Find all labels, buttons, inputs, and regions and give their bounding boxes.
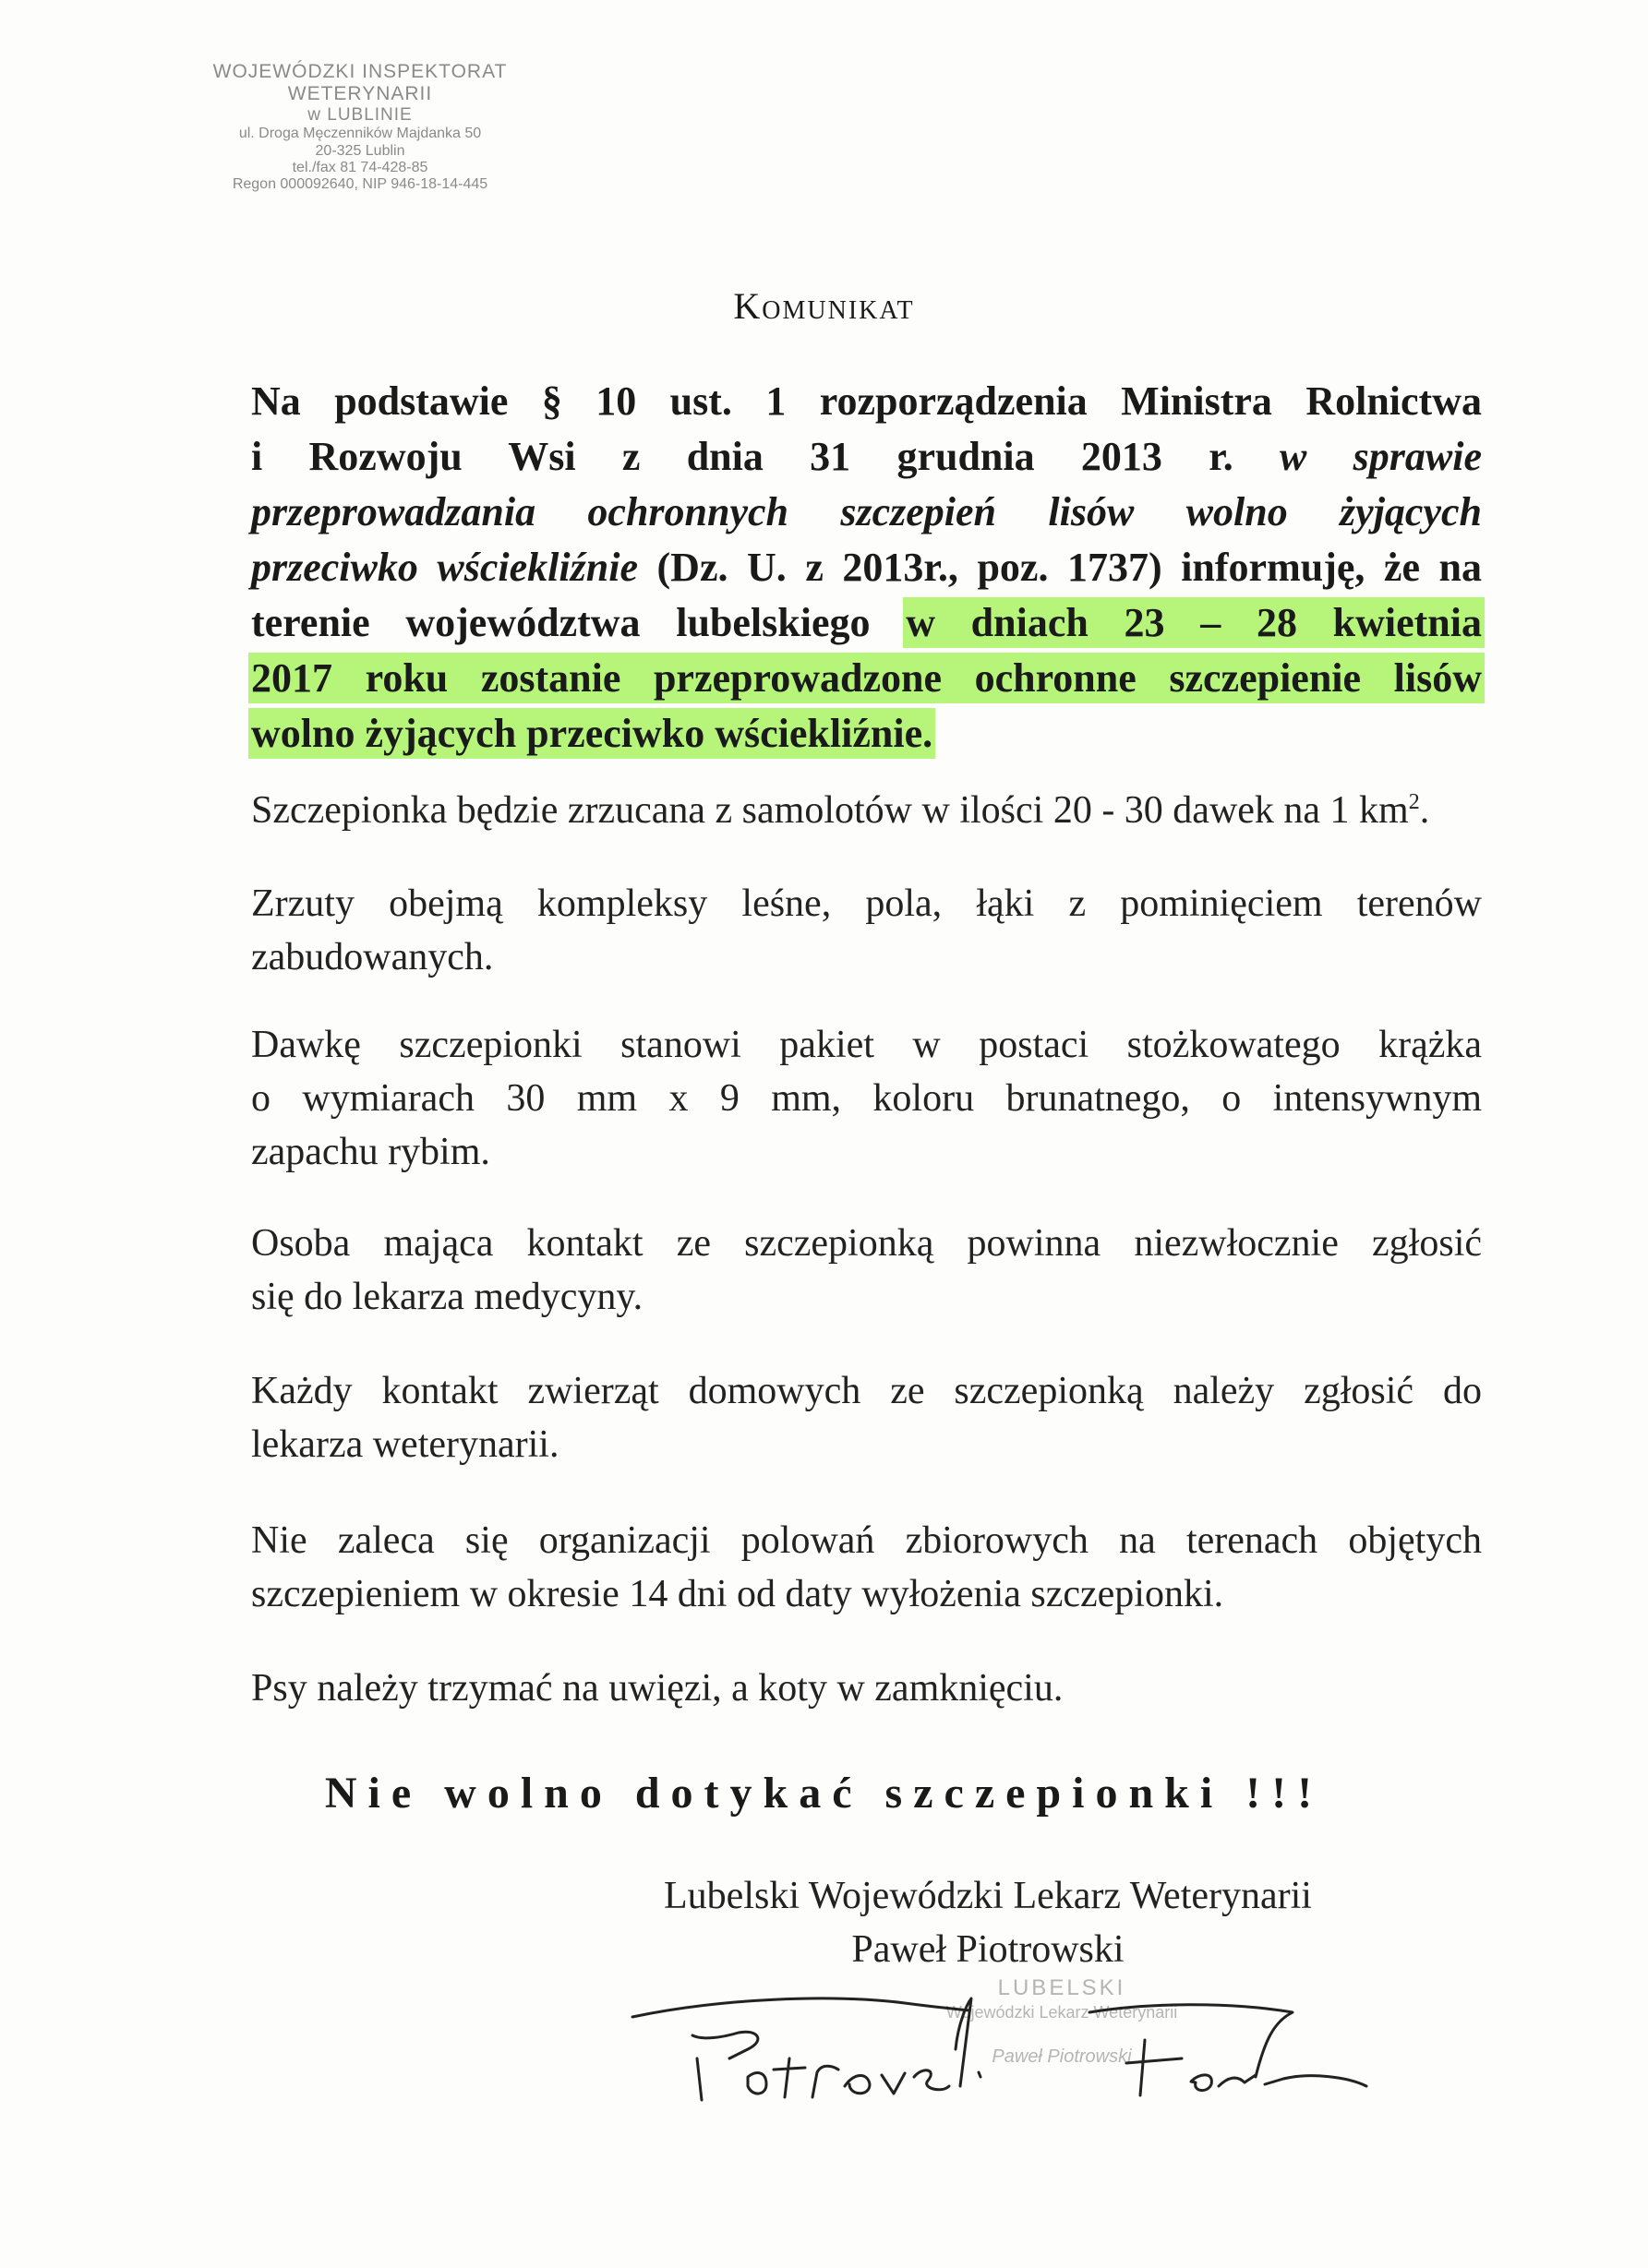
paragraph-line: lekarza weterynarii. [251,1423,559,1466]
signature-stamp-line: Paweł Piotrowski [992,2046,1132,2067]
paragraph-dose-description [251,1018,1482,1179]
lead-paragraph [251,374,1482,762]
paragraph-animal-contact [251,1364,1482,1471]
lead-italic-text: w sprawie [1280,434,1482,479]
lead-line [251,595,1482,651]
lead-italic-text: przeciwko wściekliźnie [251,545,638,590]
lead-line [251,429,1482,485]
superscript: 2 [1408,790,1420,814]
paragraph-pets [251,1662,1482,1715]
lead-text: i Rozwoju Wsi z dnia 31 grudnia 2013 r. [251,434,1233,479]
paragraph-line: się do lekarza medycyny. [251,1276,644,1318]
lead-line [251,485,1482,540]
lead-italic-text: przeprowadzania ochronnych szczepień lisów wolno żyjących [251,489,1482,534]
paragraph-line: o wymiarach 30 mm x 9 mm, koloru brunatnego, o intensywnym [251,1077,1482,1120]
stamp-line: ul. Droga Męczenników Majdanka 50 [238,126,482,142]
paragraph-hunting [251,1514,1482,1621]
handwritten-signature [628,1985,1459,2114]
paragraph-line [251,775,1482,837]
signer-name: Paweł Piotrowski [851,1928,1125,1971]
paragraph-line: Każdy kontakt zwierząt domowych ze szczepionką należy zgłosić do [251,1370,1482,1412]
signature-stamp-line: LUBELSKI [997,1975,1126,2000]
institution-stamp [152,61,568,194]
lead-line [251,706,1482,762]
stamp-line: tel./fax 81 74-428-85 [292,159,428,175]
lead-text: terenie województwa lubelskiego [251,600,871,645]
lead-line [251,651,1482,706]
paragraph-line: Psy należy trzymać na uwięzi, a koty w zamknięciu. [251,1667,1064,1710]
signer-block [572,1869,1403,1976]
paragraph-line: Osoba mająca kontakt ze szczepionką powinna niezwłocznie zgłosić [251,1222,1482,1265]
document-title: Komunikat [733,285,915,327]
lead-text: (Dz. U. z 2013r., poz. 1737) informuję, że na [656,545,1482,590]
highlighted-text: wolno żyjących przeciwko wściekliźnie. [251,711,933,756]
lead-line: Na podstawie § 10 ust. 1 rozporządzenia Ministra Rolnictwa [251,378,1482,424]
paragraph-text: Szczepionka będzie zrzucana z samolotów w ilości 20 - 30 dawek na 1 km [251,789,1409,832]
paragraph-line: zabudowanych. [251,936,494,978]
lead-line [251,540,1482,595]
signature-stamp-line: Wojewódzki Lekarz Weterynarii [945,2003,1178,2022]
stamp-line: WOJEWÓDZKI INSPEKTORAT WETERYNARII [212,61,508,105]
paragraph-vaccine-drop [251,775,1482,837]
paragraph-line: zapachu rybim. [251,1131,490,1173]
signer-role: Lubelski Wojewódzki Lekarz Weterynarii [664,1875,1312,1917]
paragraph-line: Nie zaleca się organizacji polowań zbiorowych na terenach objętych [251,1519,1482,1562]
paragraph-human-contact [251,1217,1482,1324]
highlighted-text: w dniach 23 – 28 kwietnia [906,600,1482,645]
paragraph-drop-areas [251,877,1482,984]
paragraph-line: Dawkę szczepionki stanowi pakiet w postaci stożkowatego krążka [251,1024,1482,1066]
paragraph-line: szczepieniem w okresie 14 dni od daty wyłożenia szczepionki. [251,1573,1224,1615]
warning-text: Nie wolno dotykać szczepionki !!! [324,1769,1324,1818]
highlighted-text: 2017 roku zostanie przeprowadzone ochronne szczepienie lisów [251,655,1482,701]
paragraph-text: . [1419,789,1430,832]
paragraph-line: Zrzuty obejmą kompleksy leśne, pola, łąki z pominięciem terenów [251,882,1482,925]
stamp-line: Regon 000092640, NIP 946-18-14-445 [232,176,488,193]
stamp-line: w LUBLINIE [307,105,413,126]
stamp-line: 20-325 Lublin [315,142,405,159]
